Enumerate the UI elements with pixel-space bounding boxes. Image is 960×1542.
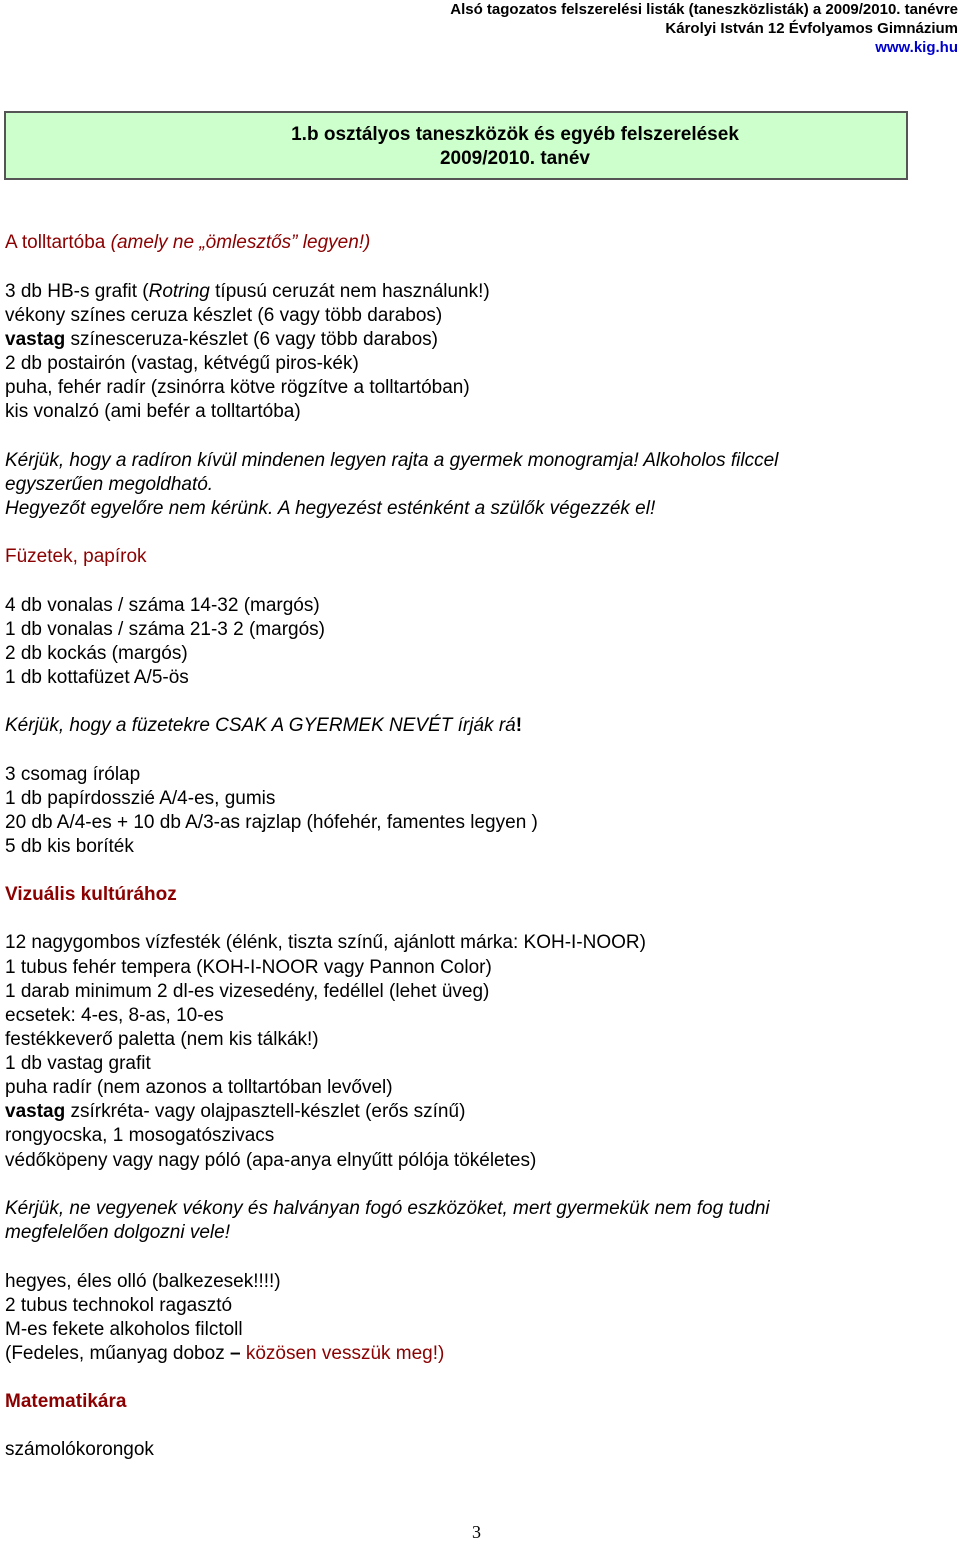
tolltarto-heading-note: (amely ne „ömlesztős” legyen!) bbox=[105, 232, 371, 253]
list-item: 1 db vonalas / száma 21-3 2 (margós) bbox=[5, 619, 325, 640]
list-item: 12 nagygombos vízfesték (élénk, tiszta színű, ajánlott márka: KOH-I-NOOR) bbox=[5, 932, 646, 953]
title-box bbox=[4, 111, 908, 180]
list-item: 3 csomag írólap bbox=[5, 764, 141, 785]
list-item bbox=[5, 280, 490, 304]
tolltarto-heading-label: A tolltartóba bbox=[5, 232, 106, 253]
list-item bbox=[5, 328, 438, 352]
note-line bbox=[5, 714, 522, 738]
list-item: puha, fehér radír (zsinórra kötve rögzítve a tolltartóban) bbox=[5, 377, 470, 398]
list-item-text: zsírkréta- vagy olajpasztell-készlet (erős színű) bbox=[65, 1101, 466, 1122]
header-school: Károlyi István 12 Évfolyamos Gimnázium bbox=[665, 20, 958, 37]
list-item: kis vonalzó (ami befér a tolltartóba) bbox=[5, 401, 301, 422]
page-number: 3 bbox=[472, 1522, 481, 1542]
list-item: 4 db vonalas / száma 14-32 (margós) bbox=[5, 595, 320, 616]
list-item: 2 db kockás (margós) bbox=[5, 643, 188, 664]
list-item-dash: – bbox=[229, 1343, 246, 1364]
list-item: festékkeverő paletta (nem kis tálkák!) bbox=[5, 1029, 319, 1050]
list-item: számolókorongok bbox=[5, 1439, 154, 1460]
title-line-1: 1.b osztályos taneszközök és egyéb felszerelések bbox=[291, 124, 739, 145]
list-item: 1 db vastag grafit bbox=[5, 1053, 151, 1074]
list-item: 2 db postairón (vastag, kétvégű piros-kék) bbox=[5, 353, 359, 374]
list-item: rongyocska, 1 mosogatószivacs bbox=[5, 1125, 275, 1146]
note-line: Kérjük, ne vegyenek vékony és halványan fogó eszközöket, mert gyermekük nem fog tudni bbox=[5, 1198, 770, 1219]
page-header bbox=[450, 0, 958, 57]
list-item: védőköpeny vagy nagy póló (apa-anya elnyűtt pólója tökéletes) bbox=[5, 1150, 537, 1171]
list-item: 20 db A/4-es + 10 db A/3-as rajzlap (hófehér, famentes legyen ) bbox=[5, 812, 538, 833]
note-line: Hegyezőt egyelőre nem kérünk. A hegyezést esténként a szülők végezzék el! bbox=[5, 498, 656, 519]
list-item: 2 tubus technokol ragasztó bbox=[5, 1295, 233, 1316]
list-item: 1 tubus fehér tempera (KOH-I-NOOR vagy Pannon Color) bbox=[5, 957, 492, 978]
note-line: egyszerűen megoldható. bbox=[5, 474, 214, 495]
list-item-text: színesceruza-készlet (6 vagy több darabos) bbox=[65, 329, 438, 350]
note-line: Kérjük, hogy a radíron kívül mindenen legyen rajta a gyermek monogramja! Alkoholos filccel bbox=[5, 450, 779, 471]
vizualis-heading: Vizuális kultúrához bbox=[5, 884, 177, 905]
list-item-text: típusú ceruzát nem használunk!) bbox=[209, 281, 490, 302]
list-item-text: 3 db HB-s grafit ( bbox=[5, 281, 149, 302]
title-line-2: 2009/2010. tanév bbox=[439, 148, 590, 169]
fuzetek-heading: Füzetek, papírok bbox=[5, 546, 147, 567]
list-item: 1 db kottafüzet A/5-ös bbox=[5, 667, 189, 688]
list-item: 1 darab minimum 2 dl-es vizesedény, fedéllel (lehet üveg) bbox=[5, 981, 490, 1002]
list-item-brand: Rotring bbox=[148, 281, 210, 302]
list-item: 5 db kis boríték bbox=[5, 836, 134, 857]
list-item-highlight: közösen vesszük meg!) bbox=[245, 1343, 445, 1364]
list-item-text: (Fedeles, műanyag doboz bbox=[5, 1343, 230, 1364]
list-item: M-es fekete alkoholos filctoll bbox=[5, 1319, 243, 1340]
list-item-emphasis: vastag bbox=[5, 1101, 66, 1122]
list-item bbox=[5, 1100, 465, 1124]
note-line: megfelelően dolgozni vele! bbox=[5, 1222, 230, 1243]
tolltarto-heading bbox=[5, 231, 370, 255]
list-item: vékony színes ceruza készlet (6 vagy több darabos) bbox=[5, 305, 443, 326]
list-item: puha radír (nem azonos a tolltartóban levővel) bbox=[5, 1077, 393, 1098]
note-text: Kérjük, hogy a füzetekre CSAK A GYERMEK NEVÉT írják rá bbox=[5, 715, 516, 736]
list-item: ecsetek: 4-es, 8-as, 10-es bbox=[5, 1005, 224, 1026]
list-item-emphasis: vastag bbox=[5, 329, 66, 350]
header-title: Alsó tagozatos felszerelési listák (taneszközlisták) a 2009/2010. tanévre bbox=[450, 1, 958, 18]
list-item: hegyes, éles olló (balkezesek!!!!) bbox=[5, 1271, 281, 1292]
note-exclamation: ! bbox=[515, 715, 523, 736]
header-url: www.kig.hu bbox=[875, 39, 958, 56]
matek-heading: Matematikára bbox=[5, 1391, 127, 1412]
list-item bbox=[5, 1342, 444, 1366]
list-item: 1 db papírdosszié A/4-es, gumis bbox=[5, 788, 276, 809]
